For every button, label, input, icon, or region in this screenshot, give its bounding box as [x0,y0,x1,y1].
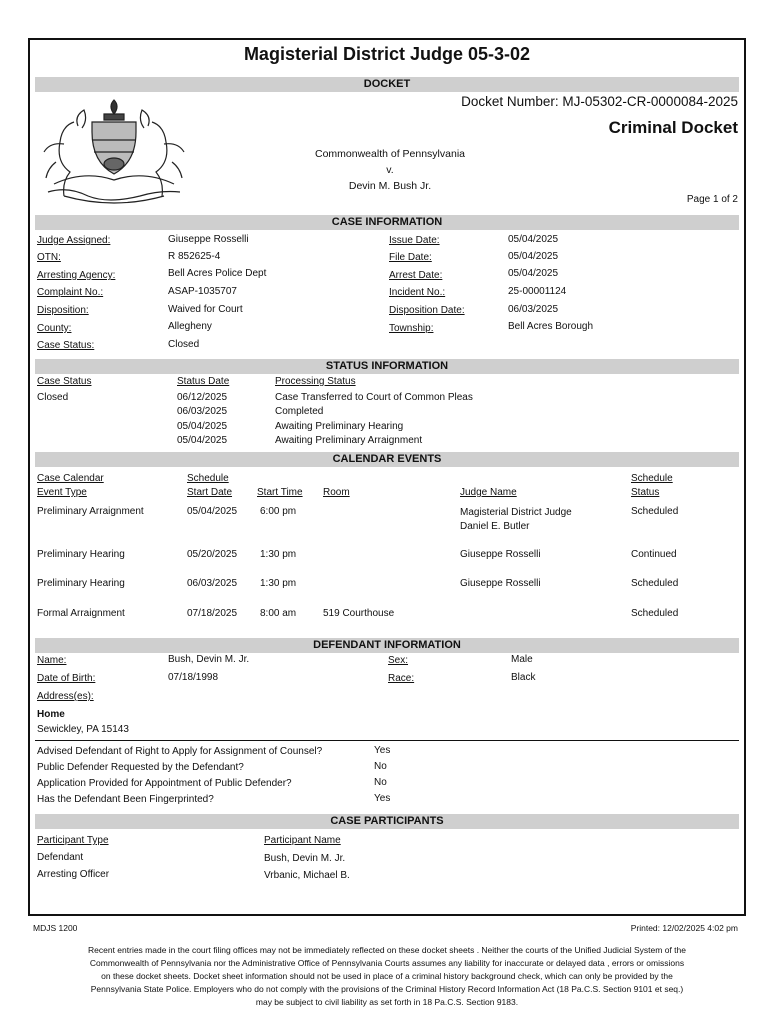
file-date-label: File Date: [389,252,432,263]
status-date: 05/04/2025 [177,421,228,432]
complaint-no-label: Complaint No.: [37,287,104,298]
arresting-agency-label: Arresting Agency: [37,270,116,281]
page-title: Magisterial District Judge 05-3-02 [243,44,531,64]
event-status: Scheduled [631,578,679,589]
public-defender-answer: No [374,761,387,772]
status-case-status-value: Closed [37,392,69,403]
defendant-name-label: Name: [37,655,67,666]
event-type: Preliminary Arraignment [37,506,144,517]
disposition-value: Waived for Court [168,304,243,315]
address-line: Sewickley, PA 15143 [37,724,129,735]
fingerprint-question: Has the Defendant Been Fingerprinted? [37,794,214,805]
event-type: Preliminary Hearing [37,549,125,560]
disclaimer-line: Pennsylvania State Police. Employers who do not comply with the provisions of the Criminal History Record Information Act (18 Pa.C.S. Section 9101 et seq.) [90,984,684,994]
status-date: 05/04/2025 [177,435,228,446]
event-type: Formal Arraignment [37,608,125,619]
divider [35,740,739,741]
disposition-date-label: Disposition Date: [389,305,465,316]
township-label: Township: [389,323,434,334]
counsel-answer: Yes [374,745,391,756]
docket-number: Docket Number: MJ-05302-CR-0000084-2025 [461,94,738,109]
arrest-date-label: Arrest Date: [389,270,443,281]
event-time: 6:00 pm [260,506,297,517]
participant-type-header: Participant Type [37,835,109,846]
fingerprint-answer: Yes [374,793,391,804]
caption-versus: v. [386,164,394,176]
cal-col-schedule: Schedule [187,473,229,484]
event-date: 05/20/2025 [187,549,238,560]
page-number: Page 1 of 2 [686,194,738,205]
event-status: Continued [631,549,677,560]
participant-name-header: Participant Name [264,835,341,846]
case-participants-heading: CASE PARTICIPANTS [35,814,739,829]
county-value: Allegheny [168,321,212,332]
status-col-processing: Processing Status [275,376,356,387]
cal-col-schedule-status-1: Schedule [631,473,673,484]
status-col-case-status: Case Status [37,376,92,387]
disclaimer-line: on these docket sheets. Docket sheet information should not be used in place of a criminal history background check, which can only be provided by the [101,971,673,981]
pennsylvania-seal-icon [34,92,194,210]
race-label: Race: [388,673,415,684]
status-col-status-date: Status Date [177,376,230,387]
case-status-label: Case Status: [37,340,95,351]
application-question: Application Provided for Appointment of Public Defender? [37,778,292,789]
printed-timestamp: Printed: 12/02/2025 4:02 pm [630,923,738,933]
participant-name: Vrbanic, Michael B. [264,870,350,881]
dob-label: Date of Birth: [37,673,96,684]
otn-value: R 852625-4 [168,251,221,262]
event-time: 1:30 pm [260,578,297,589]
judge-assigned-value: Giuseppe Rosselli [168,234,249,245]
event-judge: Giuseppe Rosselli [460,578,541,589]
status-information-heading: STATUS INFORMATION [35,359,739,374]
status-date: 06/03/2025 [177,406,228,417]
disclaimer-line: may be subject to civil liability as set forth in 18 Pa.C.S. Section 9183. [255,997,519,1007]
defendant-name: Bush, Devin M. Jr. [168,654,250,665]
caption-defendant: Devin M. Bush Jr. [348,180,432,192]
cal-col-room: Room [323,487,350,498]
status-date: 06/12/2025 [177,392,228,403]
form-id: MDJS 1200 [33,923,78,933]
cal-col-judge: Judge Name [460,487,517,498]
event-date: 06/03/2025 [187,578,238,589]
cal-col-schedule-status-2: Status [631,487,660,498]
cal-col-case-calendar: Case Calendar [37,473,104,484]
event-date: 05/04/2025 [187,506,238,517]
case-status-value: Closed [168,339,200,350]
sex-label: Sex: [388,655,409,666]
judge-assigned-label: Judge Assigned: [37,235,111,246]
public-defender-question: Public Defender Requested by the Defendant? [37,762,244,773]
processing-status: Completed [275,406,324,417]
event-status: Scheduled [631,506,679,517]
disposition-date-value: 06/03/2025 [508,304,559,315]
cal-col-start-date: Start Date [187,487,233,498]
processing-status: Awaiting Preliminary Hearing [275,421,404,432]
case-information-heading: CASE INFORMATION [35,215,739,230]
caption-commonwealth: Commonwealth of Pennsylvania [315,148,465,160]
cal-col-start-time: Start Time [257,487,303,498]
processing-status: Awaiting Preliminary Arraignment [275,435,423,446]
disclaimer-line: Recent entries made in the court filing offices may not be immediately reflected on these docket sheets . Neither the courts of the Unified Judicial System of the [88,945,686,955]
defendant-information-heading: DEFENDANT INFORMATION [35,638,739,653]
incident-no-value: 25-00001124 [508,286,567,297]
calendar-events-heading: CALENDAR EVENTS [35,452,739,467]
event-judge: Giuseppe Rosselli [460,549,541,560]
otn-label: OTN: [37,252,61,263]
docket-heading: DOCKET [35,77,739,92]
participant-type: Arresting Officer [37,869,110,880]
event-time: 8:00 am [260,608,297,619]
dob-value: 07/18/1998 [168,672,219,683]
race-value: Black [511,672,536,683]
event-time: 1:30 pm [260,549,297,560]
cal-col-event-type: Event Type [37,487,87,498]
event-type: Preliminary Hearing [37,578,125,589]
township-value: Bell Acres Borough [508,321,594,332]
event-date: 07/18/2025 [187,608,238,619]
issue-date-label: Issue Date: [389,235,440,246]
arresting-agency-value: Bell Acres Police Dept [168,268,267,279]
disclaimer-line: Commonwealth of Pennsylvania nor the Administrative Office of Pennsylvania Courts assumes any liability for inaccurate or delayed data , errors or omissions [89,958,685,968]
issue-date-value: 05/04/2025 [508,234,559,245]
participant-type: Defendant [37,852,84,863]
file-date-value: 05/04/2025 [508,251,559,262]
disclaimer [55,944,719,1009]
county-label: County: [37,323,72,334]
counsel-question: Advised Defendant of Right to Apply for Assignment of Counsel? [37,746,323,757]
event-judge: Magisterial District Judge [460,507,572,518]
processing-status: Case Transferred to Court of Common Pleas [275,392,473,403]
address-label: Address(es): [37,691,94,702]
address-type: Home [37,709,65,720]
incident-no-label: Incident No.: [389,287,446,298]
participant-name: Bush, Devin M. Jr. [264,853,346,864]
event-status: Scheduled [631,608,679,619]
complaint-no-value: ASAP-1035707 [168,286,237,297]
event-room: 519 Courthouse [323,608,395,619]
sex-value: Male [511,654,533,665]
disposition-label: Disposition: [37,305,89,316]
application-answer: No [374,777,387,788]
event-judge-name: Daniel E. Butler [460,521,530,532]
arrest-date-value: 05/04/2025 [508,268,559,279]
docket-type: Criminal Docket [608,118,738,137]
